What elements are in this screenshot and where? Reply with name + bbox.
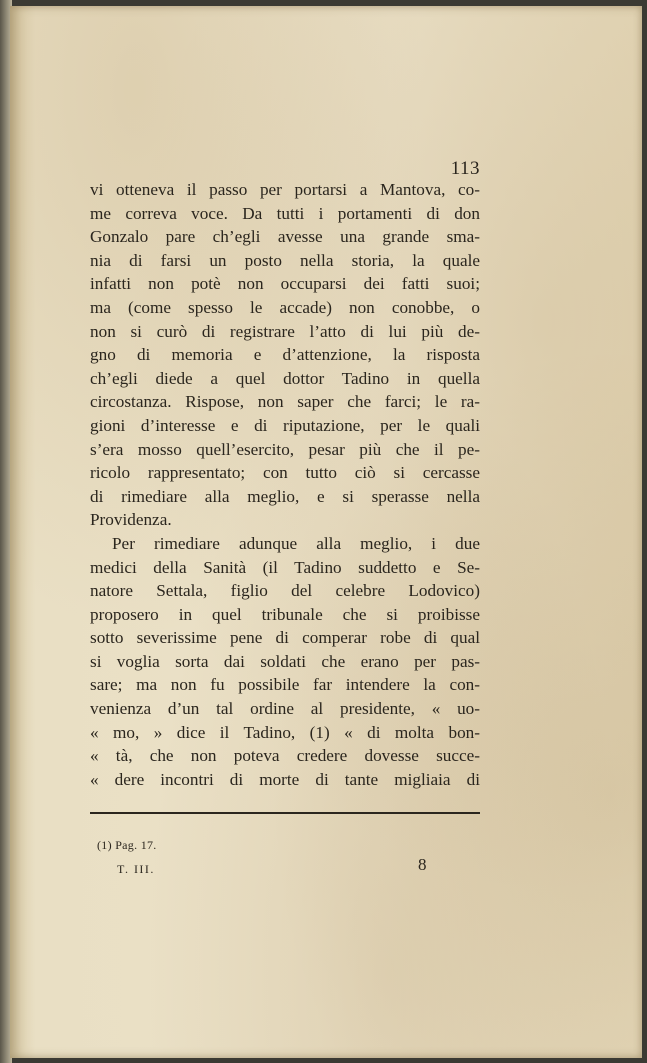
text-line: gno di memoria e d’attenzione, la risposta: [90, 345, 480, 365]
text-line: sare; ma non fu possibile far intendere la con-: [90, 675, 480, 695]
volume-signature: T. III.: [117, 862, 155, 876]
text-line: « tà, che non poteva credere dovesse succe-: [90, 746, 480, 766]
text-line: ricolo rappresentato; con tutto ciò si cercasse: [90, 463, 480, 483]
text-line: ch’egli diede a quel dottor Tadino in quella: [90, 368, 480, 388]
text-line: sotto severissime pene di comperar robe di qual: [90, 628, 480, 648]
text-line: si voglia sorta dai soldati che erano per pas-: [90, 651, 480, 671]
text-line: s’era mosso quell’esercito, pesar più che il pe-: [90, 439, 480, 459]
text-line: di rimediare alla meglio, e si sperasse nella: [90, 486, 480, 506]
text-line: venienza d’un tal ordine al presidente, « uo-: [90, 699, 480, 719]
text-line: natore Settala, figlio del celebre Lodovico): [90, 581, 480, 601]
text-line: proposero in quel tribunale che si proibisse: [90, 604, 480, 624]
text-line: me correva voce. Da tutti i portamenti di don: [90, 203, 480, 223]
footnote-rule: [90, 812, 480, 814]
page-number: 113: [450, 158, 480, 179]
text-line: non si curò di registrare l’atto di lui più de-: [90, 321, 480, 341]
footnote: (1) Pag. 17.: [97, 838, 157, 852]
text-line: gioni d’interesse e di riputazione, per le quali: [90, 415, 480, 435]
text-line: Per rimediare adunque alla meglio, i due: [112, 533, 480, 553]
text-line: circostanza. Rispose, non saper che farci; le ra-: [90, 392, 480, 412]
text-line: nia di farsi un posto nella storia, la quale: [90, 250, 480, 270]
text-line: vi otteneva il passo per portarsi a Mantova, co-: [90, 180, 480, 199]
text-line: ma (come spesso le accade) non conobbe, o: [90, 297, 480, 317]
text-line: medici della Sanità (il Tadino suddetto e Se-: [90, 557, 480, 577]
gathering-signature: 8: [418, 855, 427, 874]
body-text: [90, 178, 480, 791]
text-line: « dere incontri di morte di tante migliaia di: [90, 769, 480, 789]
text-line: « mo, » dice il Tadino, (1) « di molta bon-: [90, 722, 480, 742]
text-line: Gonzalo pare ch’egli avesse una grande sma-: [90, 227, 480, 247]
text-line: Providenza.: [90, 510, 172, 530]
text-line: infatti non potè non occuparsi dei fatti suoi;: [90, 274, 480, 294]
